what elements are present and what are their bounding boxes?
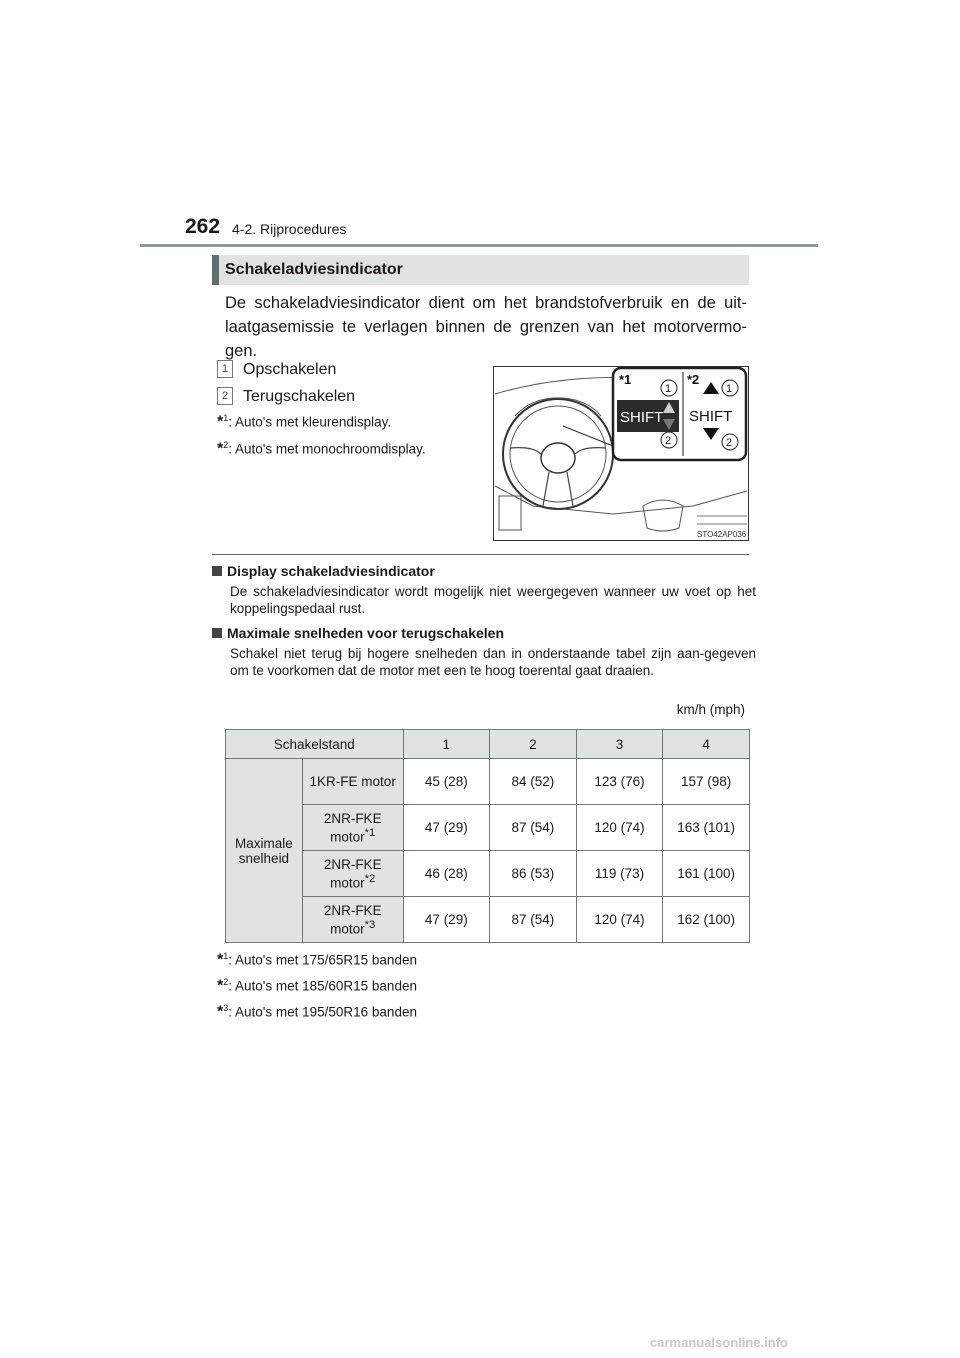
table-cell: 120 (74) bbox=[576, 805, 663, 851]
header-rule bbox=[140, 244, 818, 247]
table-cell: 86 (53) bbox=[490, 851, 577, 897]
footnote-3 bbox=[217, 1003, 417, 1022]
table-cell: 163 (101) bbox=[663, 805, 750, 851]
footnote-text: : Auto's met 185/60R15 banden bbox=[228, 978, 417, 994]
subsection-title-text: Maximale snelheden voor terugschakelen bbox=[227, 625, 504, 641]
note-star: * bbox=[217, 440, 224, 458]
table-cell: 87 (54) bbox=[490, 897, 577, 943]
marker-2-text: 2 bbox=[665, 435, 672, 447]
engine-cell bbox=[302, 805, 403, 851]
table-row bbox=[226, 897, 750, 943]
footnote-star: * bbox=[217, 977, 224, 995]
heading-title: Schakeladviesindicator bbox=[225, 261, 403, 278]
marker-1-text: 1 bbox=[665, 383, 672, 395]
intro-paragraph: De schakeladviesindicator dient om het brandstofverbruik en de uit-laatgasemissie te verlagen binnen de grenzen van het motorvermo-gen. bbox=[225, 294, 747, 360]
engine-text: 2NR-FKE motor bbox=[323, 856, 382, 891]
table-cell: 162 (100) bbox=[663, 897, 750, 943]
table-cell: 87 (54) bbox=[490, 805, 577, 851]
heading-bar bbox=[212, 255, 749, 285]
item-upshift-label: Opschakelen bbox=[243, 361, 337, 378]
shift-text-mono: SHIFT bbox=[689, 408, 733, 425]
table-header-cell: Schakelstand bbox=[226, 730, 404, 759]
table-cell: 47 (29) bbox=[403, 897, 490, 943]
engine-cell bbox=[302, 851, 403, 897]
table-row bbox=[226, 805, 750, 851]
engine-cell bbox=[302, 759, 403, 805]
table-header-cell: 1 bbox=[403, 730, 490, 759]
unit-label: km/h (mph) bbox=[676, 702, 745, 717]
callout-marker-2: 2 bbox=[217, 387, 233, 405]
footnote-sup: 3 bbox=[223, 1003, 229, 1013]
table-header-cell: 2 bbox=[490, 730, 577, 759]
shift-indicator-illustration bbox=[493, 366, 749, 541]
item-downshift-label: Terugschakelen bbox=[243, 388, 356, 405]
footnote-sup: 2 bbox=[223, 977, 229, 987]
callout-marker-1: 1 bbox=[217, 360, 233, 378]
row-group-label: Maximale snelheid bbox=[226, 759, 303, 943]
footnote-text: : Auto's met 175/65R15 banden bbox=[228, 952, 417, 968]
table-cell: 119 (73) bbox=[576, 851, 663, 897]
section-divider bbox=[212, 554, 749, 555]
note-sup: 1 bbox=[223, 413, 229, 423]
footnote-1 bbox=[217, 951, 417, 970]
max-speed-table bbox=[225, 729, 750, 943]
table-cell: 45 (28) bbox=[403, 759, 490, 805]
note-mono-display bbox=[217, 440, 426, 459]
engine-text: 2NR-FKE motor bbox=[323, 902, 382, 937]
subsection-title-text: Display schakeladviesindicator bbox=[227, 563, 435, 579]
engine-text: 2NR-FKE motor bbox=[323, 810, 382, 845]
subsection-body-display: De schakeladviesindicator wordt mogelijk niet weergegeven wanneer uw voet op het koppelingspedaal rust. bbox=[230, 584, 756, 616]
section-title: 4-2. Rijprocedures bbox=[232, 221, 347, 237]
star2-label: *2 bbox=[687, 372, 700, 387]
table-cell: 123 (76) bbox=[576, 759, 663, 805]
engine-sup: *1 bbox=[364, 826, 376, 839]
page-number: 262 bbox=[185, 215, 221, 238]
table-header-row bbox=[226, 730, 750, 759]
subsection-title-speeds bbox=[212, 625, 504, 641]
footnote-star: * bbox=[217, 951, 224, 969]
bullet-square-icon bbox=[212, 566, 222, 576]
illustration-code: STO42AP036 bbox=[697, 530, 747, 539]
marker-1-text-mono: 1 bbox=[726, 383, 733, 395]
engine-sup: *2 bbox=[364, 872, 376, 885]
footnote-2 bbox=[217, 977, 417, 996]
watermark: carmanualsonline.info bbox=[650, 1335, 788, 1350]
table-cell: 84 (52) bbox=[490, 759, 577, 805]
table-row bbox=[226, 851, 750, 897]
table-cell: 46 (28) bbox=[403, 851, 490, 897]
table-cell: 120 (74) bbox=[576, 897, 663, 943]
note-color-display bbox=[217, 413, 391, 432]
footnote-sup: 1 bbox=[223, 951, 229, 961]
subsection-body-speeds: Schakel niet terug bij hogere snelheden dan in onderstaande tabel zijn aan-gegeven om te voorkomen dat de motor met een te hoog toerental gaat draaien. bbox=[230, 646, 756, 678]
marker-2-text-mono: 2 bbox=[726, 437, 733, 449]
engine-text: 1KR-FE motor bbox=[309, 774, 396, 789]
bullet-square-icon bbox=[212, 628, 222, 638]
heading-accent bbox=[212, 255, 219, 285]
subsection-title-display bbox=[212, 563, 435, 579]
engine-cell bbox=[302, 897, 403, 943]
footnote-star: * bbox=[217, 1003, 224, 1021]
table-header-cell: 3 bbox=[576, 730, 663, 759]
note-text: : Auto's met kleurendisplay. bbox=[228, 414, 392, 430]
note-sup: 2 bbox=[223, 440, 229, 450]
footnote-text: : Auto's met 195/50R16 banden bbox=[228, 1004, 417, 1020]
table-cell: 47 (29) bbox=[403, 805, 490, 851]
table-row bbox=[226, 759, 750, 805]
table-cell: 157 (98) bbox=[663, 759, 750, 805]
star1-label: *1 bbox=[619, 372, 632, 387]
table-header-cell: 4 bbox=[663, 730, 750, 759]
note-star: * bbox=[217, 413, 224, 431]
shift-text-color: SHIFT bbox=[620, 409, 664, 426]
engine-sup: *3 bbox=[364, 918, 376, 931]
table-cell: 161 (100) bbox=[663, 851, 750, 897]
note-text: : Auto's met monochroomdisplay. bbox=[228, 441, 426, 457]
